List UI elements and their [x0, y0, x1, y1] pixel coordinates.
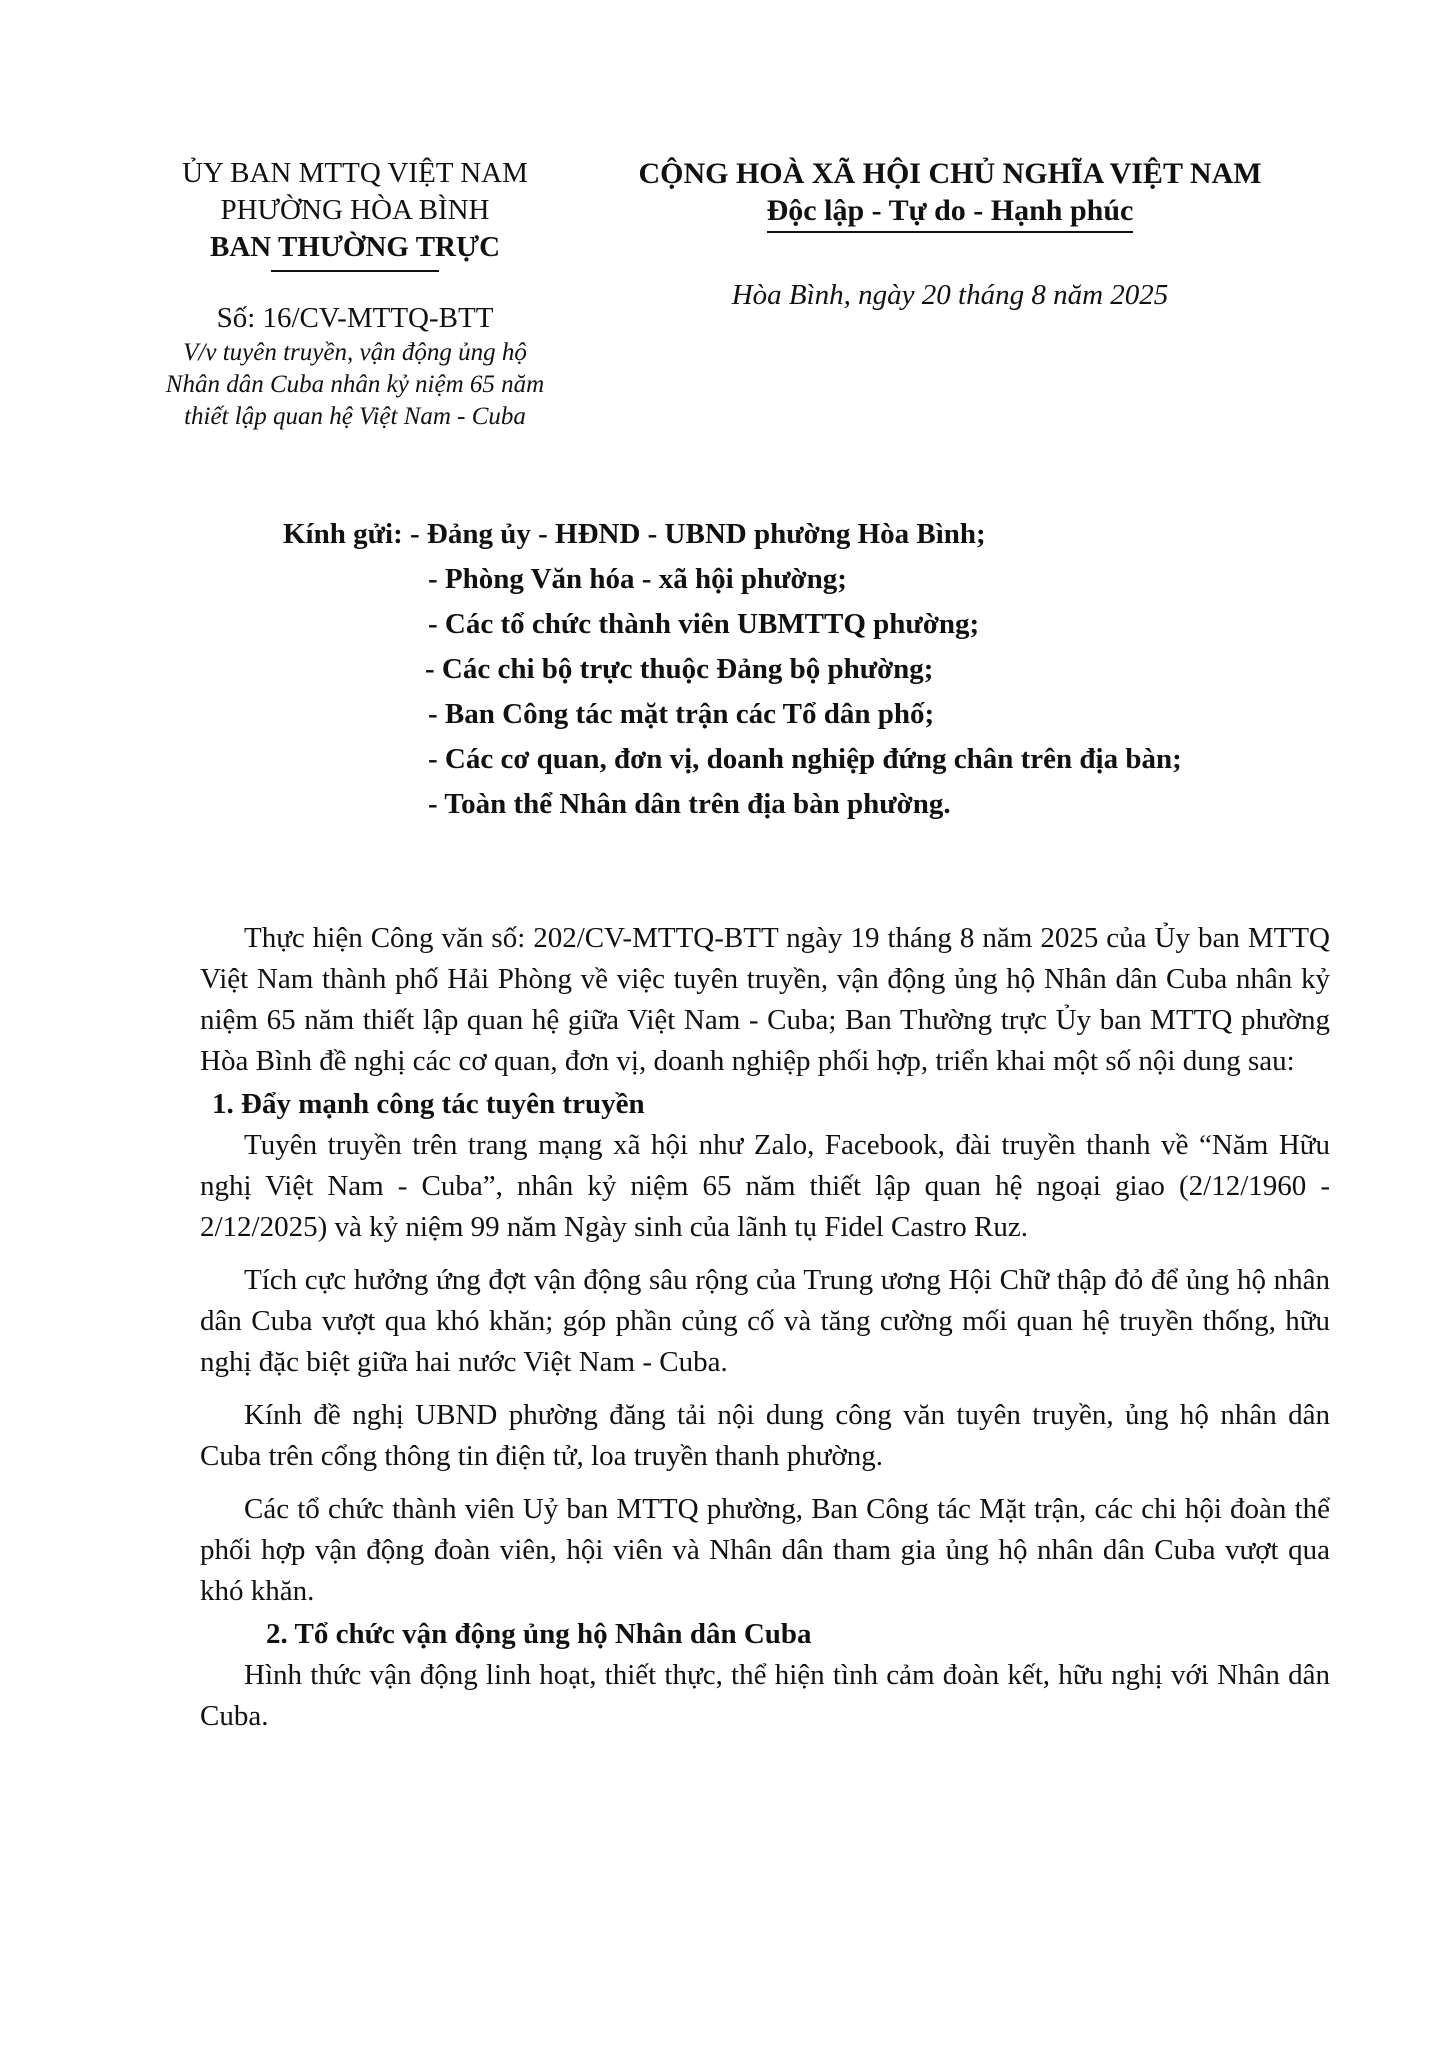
issuer-underline	[271, 270, 439, 272]
issuer-org-line1: ỦY BAN MTTQ VIỆT NAM	[182, 157, 528, 189]
recipient-row	[283, 557, 1182, 602]
document-number: Số: 16/CV-MTTQ-BTT	[216, 302, 494, 334]
issuer-block	[150, 155, 560, 433]
section1-title: 1. Đẩy mạnh công tác tuyên truyền	[212, 1088, 645, 1120]
recipient-item: - Phòng Văn hóa - xã hội phường;	[428, 563, 847, 595]
body-paragraph: Kính đề nghị UBND phường đăng tải nội dung công văn tuyên truyền, ủng hộ nhân dân Cuba trên cổng thông tin điện tử, loa truyền thanh phường.	[200, 1399, 1330, 1472]
subject-line1: V/v tuyên truyền, vận động ủng hộ	[183, 339, 527, 366]
intro-paragraph: Thực hiện Công văn số: 202/CV-MTTQ-BTT ngày 19 tháng 8 năm 2025 của Ủy ban MTTQ Việt Nam thành phố Hải Phòng về việc tuyên truyền, vận động ủng hộ Nhân dân Cuba nhân kỷ niệm 65 năm thiết lập quan hệ giữa Việt Nam - Cuba; Ban Thường trực Ủy ban MTTQ phường Hòa Bình đề nghị các cơ quan, đơn vị, doanh nghiệp phối hợp, triển khai một số nội dung sau:	[200, 922, 1330, 1077]
section2-title: 2. Tổ chức vận động ủng hộ Nhân dân Cuba	[266, 1618, 812, 1650]
subject-line3: thiết lập quan hệ Việt Nam - Cuba	[184, 403, 526, 430]
recipients-block	[283, 512, 1182, 827]
recipient-row	[283, 512, 1182, 557]
body-paragraph: Hình thức vận động linh hoạt, thiết thực, thể hiện tình cảm đoàn kết, hữu nghị với Nhân dân Cuba.	[200, 1659, 1330, 1732]
recipient-item: - Đảng ủy - HĐND - UBND phường Hòa Bình;	[410, 518, 986, 550]
place-date: Hòa Bình, ngày 20 tháng 8 năm 2025	[731, 279, 1169, 311]
document-body	[200, 918, 1330, 1737]
body-paragraph: Tuyên truyền trên trang mạng xã hội như Zalo, Facebook, đài truyền thanh về “Năm Hữu nghị Việt Nam - Cuba”, nhân kỷ niệm 65 năm thiết lập quan hệ ngoại giao (2/12/1960 - 2/12/2025) và kỷ niệm 99 năm Ngày sinh của lãnh tụ Fidel Castro Ruz.	[200, 1129, 1330, 1243]
recipient-item: - Ban Công tác mặt trận các Tổ dân phố;	[428, 698, 935, 730]
recipient-item: - Các tổ chức thành viên UBMTTQ phường;	[428, 608, 980, 640]
national-motto: Độc lập - Tự do - Hạnh phúc	[767, 192, 1134, 233]
nation-name: CỘNG HOÀ XÃ HỘI CHỦ NGHĨA VIỆT NAM	[638, 157, 1262, 190]
recipient-row	[283, 737, 1182, 782]
recipient-item: - Các chi bộ trực thuộc Đảng bộ phường;	[425, 653, 934, 685]
issuer-org-line3: BAN THƯỜNG TRỰC	[209, 231, 501, 263]
issuer-org-line2: PHƯỜNG HÒA BÌNH	[220, 194, 490, 226]
recipient-item: - Các cơ quan, đơn vị, doanh nghiệp đứng chân trên địa bàn;	[428, 743, 1182, 775]
recipient-row	[283, 602, 1182, 647]
recipient-row	[283, 692, 1182, 737]
recipients-label: Kính gửi:	[283, 518, 403, 550]
subject-line2: Nhân dân Cuba nhân kỷ niệm 65 năm	[165, 371, 545, 398]
national-header	[600, 155, 1300, 314]
recipient-row	[283, 647, 1182, 692]
body-paragraph: Các tổ chức thành viên Uỷ ban MTTQ phường, Ban Công tác Mặt trận, các chi hội đoàn thể phối hợp vận động đoàn viên, hội viên và Nhân dân tham gia ủng hộ nhân dân Cuba vượt qua khó khăn.	[200, 1493, 1330, 1607]
recipient-item: - Toàn thể Nhân dân trên địa bàn phường.	[428, 788, 951, 820]
body-paragraph: Tích cực hưởng ứng đợt vận động sâu rộng của Trung ương Hội Chữ thập đỏ để ủng hộ nhân dân Cuba vượt qua khó khăn; góp phần củng cố và tăng cường mối quan hệ truyền thống, hữu nghị đặc biệt giữa hai nước Việt Nam - Cuba.	[200, 1264, 1330, 1378]
recipient-row	[283, 782, 1182, 827]
